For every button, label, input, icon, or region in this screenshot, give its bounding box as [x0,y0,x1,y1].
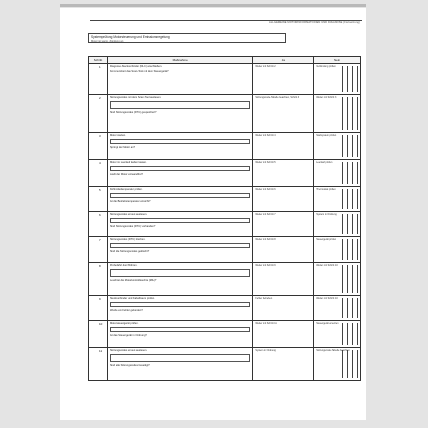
column-header-measure: Maßnahme [108,57,253,63]
measure-subbox [110,243,250,248]
no-text: Weiter mit Schritt 10 [316,297,338,300]
hatch-line [357,298,358,318]
hatch-line [352,189,353,209]
measure-subbox [110,166,250,171]
measure-subbox [110,327,250,332]
column-header-step: Schritt [89,57,108,63]
measure-cell [108,133,253,159]
measure-text: Steckverbinder und Kabelbaum prüfen. [109,297,155,300]
column-header-no: Nein [314,57,361,63]
step-cell [89,64,108,94]
table-row [89,321,361,348]
hatch-line [357,97,358,130]
measure-subbox [110,302,250,307]
hatch-line [352,239,353,260]
yes-text: Störungscode-Tabelle beachten, Schritt 3 [255,96,300,99]
hatch-line [347,97,348,130]
hatch-line [352,350,353,378]
hatch-line [342,97,343,130]
measure-text: Diagnose-Steckverbinder (DLC) anschließen. [109,65,163,68]
hatch-line [352,66,353,92]
viewer-top-bar [60,4,366,7]
measure-cell [108,212,253,236]
step-number: 6 [99,213,101,217]
measure-subbox [110,269,250,277]
step-number: 8 [99,264,101,268]
no-cell [314,321,361,347]
hatch-line [357,265,358,293]
column-header-yes: Ja [253,57,314,63]
measure-subbox [110,193,250,198]
yes-text: Weiter mit Schritt 6 [255,188,276,191]
step-cell [89,348,108,380]
yes-text: Fehler beheben [255,297,273,300]
measure-cell [108,296,253,320]
step-number: 5 [99,188,101,192]
measure-text: Motorsteuergerät prüfen. [109,322,139,325]
hatch-line [357,350,358,378]
table-row [89,212,361,237]
measure-text: Wurde ein Fehler gefunden? [109,309,143,313]
step-number: 1 [99,65,101,69]
hatch-line [357,135,358,157]
table-row [89,95,361,133]
no-text: Weiter mit Schritt 10 [316,264,338,267]
yes-cell [253,212,314,236]
step-number: 7 [99,238,101,242]
step-cell [89,187,108,211]
yes-text: Weiter mit Schritt 5 [255,161,276,164]
yes-cell [253,64,314,94]
hatch-line [342,66,343,92]
step-cell [89,95,108,132]
measure-text: Springt der Motor an? [109,146,136,150]
hatch-line [357,214,358,234]
measure-text: Leuchtet die Motorkontrollleuchte (MIL)? [109,279,157,283]
no-text: Verbindung prüfen [316,65,336,68]
yes-cell [253,187,314,211]
no-cell [314,160,361,186]
step-cell [89,321,108,347]
page-subtitle: Motor ist warm, Zündung an [91,40,124,43]
hatch-line [347,135,348,157]
no-text: Störungscode-Tabelle beachten [316,349,350,352]
hatch-line [352,135,353,157]
no-text: Steuergerät ersetzen [316,322,339,325]
step-number: 9 [99,297,101,301]
measure-text: Kühlmitteltemperatur prüfen. [109,188,143,191]
hatch-line [342,350,343,378]
step-cell [89,212,108,236]
measure-text: Läuft der Motor einwandfrei? [109,173,143,177]
yes-cell [253,95,314,132]
hatch-line [357,66,358,92]
table-row [89,296,361,321]
hatch-line [352,323,353,345]
no-text: System in Ordnung [316,213,337,216]
yes-text: Weiter mit Schritt 11 [255,322,277,325]
no-cell [314,64,361,94]
yes-text: System in Ordnung [255,349,276,352]
table-header [89,57,361,64]
hatch-line [342,135,343,157]
step-number: 3 [99,134,101,138]
step-number: 10 [99,322,103,326]
yes-text: Weiter mit Schritt 8 [255,238,276,241]
step-cell [89,296,108,320]
measure-cell [108,348,253,380]
table-row [89,263,361,296]
hatch-line [347,298,348,318]
measure-cell [108,263,253,295]
no-text: Weiter mit Schritt 3 [316,96,337,99]
measure-cell [108,95,253,132]
no-cell [314,237,361,262]
hatch-line [342,189,343,209]
measure-text: Sind Störungscodes (DTC) gespeichert? [109,111,157,115]
hatch-line [347,239,348,260]
hatch-line [342,239,343,260]
hatch-line [352,97,353,130]
document-page [60,8,366,420]
table-row [89,133,361,160]
measure-cell [108,187,253,211]
measure-subbox [110,354,250,362]
measure-text: Sind alle Störungscodes beseitigt? [109,364,150,368]
page-title: Systemprüfung Motorsteuerung und Emissionsregelung [91,35,170,39]
measure-cell [108,321,253,347]
yes-cell [253,160,314,186]
yes-text: Weiter mit Schritt 2 [255,65,276,68]
hatch-line [342,214,343,234]
hatch-line [357,189,358,209]
no-cell [314,348,361,380]
hatch-line [357,239,358,260]
step-number: 4 [99,161,101,165]
measure-text: Probefahrt durchführen. [109,264,138,267]
measure-text: Störungscodes erneut auslesen. [109,349,148,352]
no-cell [314,263,361,295]
no-text: Startsystem prüfen [316,134,337,137]
hatch-line [347,66,348,92]
no-cell [314,212,361,236]
yes-text: Weiter mit Schritt 4 [255,134,276,137]
running-header: ALLGEMEINE MOTORINFORMATIONEN UND DIAGNOSE (Fortsetzung) [269,21,360,24]
yes-cell [253,263,314,295]
measure-text: Motor im Leerlauf laufen lassen. [109,161,147,164]
measure-text: Störungscodes (DTC) löschen. [109,238,146,241]
measure-text: Sind Störungscodes (DTC) vorhanden? [109,225,156,229]
measure-text: Kommuniziert das Scan-Tool mit dem Steuergerät? [109,70,169,74]
table-row [89,64,361,95]
hatch-line [347,265,348,293]
no-cell [314,133,361,159]
table-row [89,160,361,187]
hatch-line [357,323,358,345]
hatch-line [347,214,348,234]
measure-cell [108,237,253,262]
measure-subbox [110,139,250,144]
hatch-line [342,323,343,345]
measure-text: Störungscodes mit dem Scan-Tool auslesen. [109,96,162,99]
hatch-line [352,214,353,234]
measure-text: Sind die Störungscodes gelöscht? [109,250,150,254]
yes-cell [253,348,314,380]
table-row [89,237,361,263]
step-cell [89,237,108,262]
table-row [89,187,361,212]
table-body [89,64,361,381]
measure-cell [108,160,253,186]
hatch-line [342,162,343,184]
no-cell [314,296,361,320]
measure-text: Motor starten. [109,134,126,137]
measure-cell [108,64,253,94]
no-cell [314,187,361,211]
hatch-line [347,323,348,345]
no-text: Leerlauf prüfen [316,161,333,164]
step-number: 2 [99,96,101,100]
yes-text: Weiter mit Schritt 9 [255,264,276,267]
table-row [89,348,361,381]
title-box [88,33,286,43]
hatch-line [347,162,348,184]
hatch-line [352,298,353,318]
hatch-line [347,189,348,209]
measure-text: Ist das Steuergerät in Ordnung? [109,334,147,338]
hatch-line [347,350,348,378]
measure-subbox [110,218,250,223]
step-cell [89,133,108,159]
yes-cell [253,133,314,159]
no-cell [314,95,361,132]
measure-subbox [110,101,250,109]
hatch-line [352,162,353,184]
step-number: 11 [99,349,103,353]
step-cell [89,263,108,295]
no-text: Steuergerät prüfen [316,238,337,241]
yes-cell [253,296,314,320]
yes-cell [253,237,314,262]
step-cell [89,160,108,186]
yes-cell [253,321,314,347]
measure-text: Störungscodes erneut auslesen. [109,213,148,216]
hatch-line [352,265,353,293]
hatch-line [342,298,343,318]
yes-text: Weiter mit Schritt 7 [255,213,276,216]
hatch-line [357,162,358,184]
no-text: Thermostat prüfen [316,188,336,191]
diagnosis-table [88,56,361,381]
hatch-line [342,265,343,293]
measure-text: Ist die Betriebstemperatur erreicht? [109,200,151,204]
